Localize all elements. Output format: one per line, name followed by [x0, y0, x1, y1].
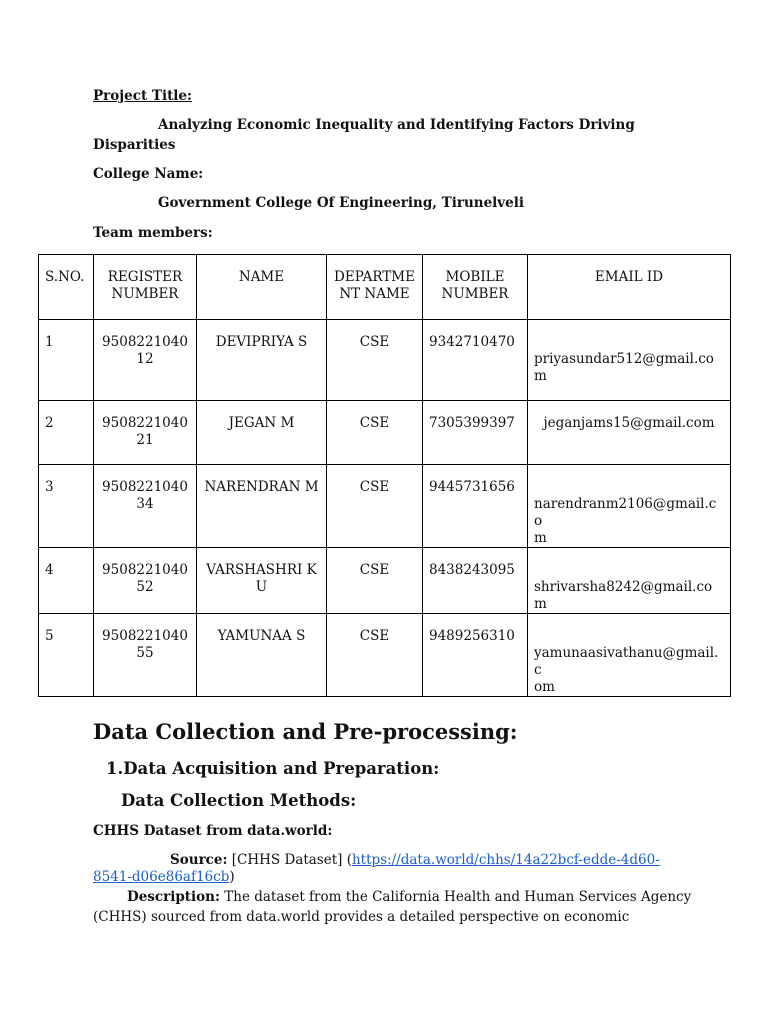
table-row — [39, 401, 731, 465]
section-heading: Data Collection and Pre-processing: — [93, 719, 518, 744]
table-header-row — [39, 255, 731, 320]
cell-name: YAMUNAA S — [197, 614, 327, 697]
cell-sno: 5 — [39, 614, 94, 697]
cell-department: CSE — [327, 401, 423, 465]
cell-register-number: 9508221040 52 — [94, 548, 197, 614]
cell-register-number: 9508221040 12 — [94, 320, 197, 401]
college-name: Government College Of Engineering, Tirunelveli — [158, 195, 524, 211]
source-link[interactable]: https://data.world/chhs/14a22bcf-edde-4d60- — [351, 852, 660, 868]
cell-name: NARENDRAN M — [197, 465, 327, 548]
source-link-continued[interactable]: 8541-d06e86af16cb — [93, 869, 230, 885]
table-row — [39, 320, 731, 401]
dataset-label: CHHS Dataset from data.world: — [93, 823, 333, 839]
description-text: The dataset from the California Health and Human Services Agency — [219, 889, 692, 905]
source-label: Source: — [170, 852, 228, 868]
table-row — [39, 465, 731, 548]
description-text-continued: (CHHS) sourced from data.world provides a detailed perspective on economic — [93, 909, 630, 925]
source-text: [CHHS Dataset] ( — [227, 852, 352, 868]
cell-department: CSE — [327, 548, 423, 614]
cell-sno: 2 — [39, 401, 94, 465]
description-label: Description: — [127, 889, 220, 905]
cell-register-number: 9508221040 21 — [94, 401, 197, 465]
cell-mobile: 9342710470 — [423, 320, 528, 401]
source-paragraph — [93, 852, 693, 926]
cell-mobile: 8438243095 — [423, 548, 528, 614]
subsection-heading: 1.Data Acquisition and Preparation: — [106, 759, 440, 778]
cell-sno: 3 — [39, 465, 94, 548]
table-row — [39, 548, 731, 614]
header-department-name: DEPARTME NT NAME — [327, 255, 423, 320]
header-sno: S.NO. — [39, 255, 94, 320]
cell-email: shrivarsha8242@gmail.com — [528, 548, 731, 614]
project-title-line1: Analyzing Economic Inequality and Identifying Factors Driving — [158, 117, 635, 133]
cell-email: priyasundar512@gmail.co m — [528, 320, 731, 401]
header-mobile-number: MOBILE NUMBER — [423, 255, 528, 320]
header-register-number: REGISTER NUMBER — [94, 255, 197, 320]
cell-sno: 4 — [39, 548, 94, 614]
subsubsection-heading: Data Collection Methods: — [121, 791, 357, 810]
project-title-line2: Disparities — [93, 137, 176, 153]
cell-register-number: 9508221040 55 — [94, 614, 197, 697]
cell-name: DEVIPRIYA S — [197, 320, 327, 401]
project-title-label: Project Title: — [93, 88, 193, 104]
table-row — [39, 614, 731, 697]
cell-department: CSE — [327, 320, 423, 401]
cell-sno: 1 — [39, 320, 94, 401]
cell-name: JEGAN M — [197, 401, 327, 465]
cell-mobile: 9489256310 — [423, 614, 528, 697]
header-name: NAME — [197, 255, 327, 320]
team-members-label: Team members: — [93, 225, 213, 241]
cell-email: jeganjams15@gmail.com — [528, 401, 731, 465]
college-name-label: College Name: — [93, 166, 204, 182]
team-members-table — [38, 254, 731, 697]
cell-mobile: 9445731656 — [423, 465, 528, 548]
cell-email: narendranm2106@gmail.co m — [528, 465, 731, 548]
cell-mobile: 7305399397 — [423, 401, 528, 465]
cell-department: CSE — [327, 614, 423, 697]
header-email-id: EMAIL ID — [528, 255, 731, 320]
cell-name: VARSHASHRI K U — [197, 548, 327, 614]
cell-department: CSE — [327, 465, 423, 548]
cell-email: yamunaasivathanu@gmail.c om — [528, 614, 731, 697]
source-close: ) — [229, 869, 235, 885]
cell-register-number: 9508221040 34 — [94, 465, 197, 548]
